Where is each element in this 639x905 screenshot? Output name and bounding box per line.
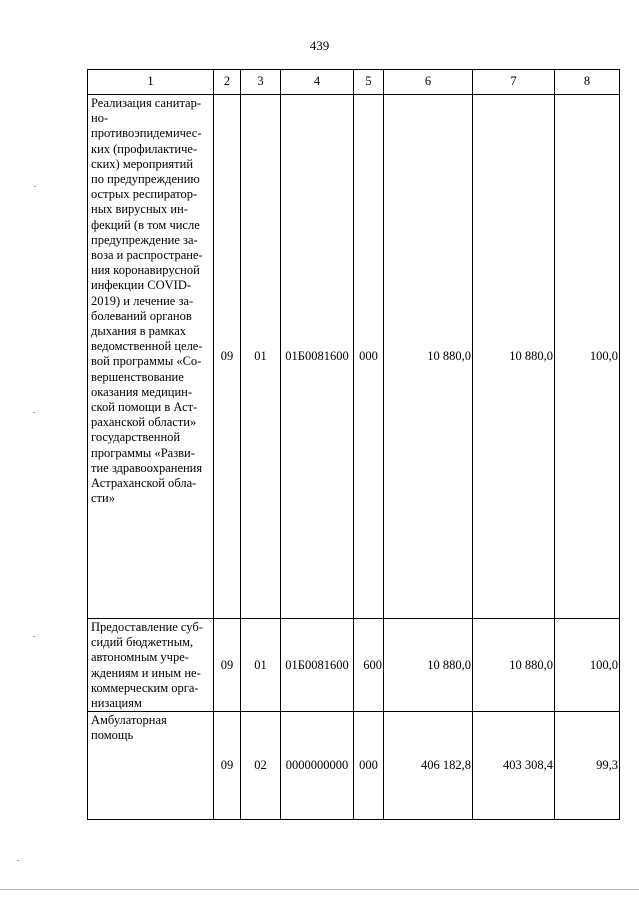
name-line: ждениям и иным не- <box>91 665 201 680</box>
name-line: ских) мероприятий <box>91 156 194 171</box>
amount-planned: 406 182,8 <box>384 712 473 820</box>
execution-percent: 100,0 <box>555 95 620 619</box>
target-item-code: 01Б0081600 <box>281 619 354 712</box>
name-line: помощь <box>91 728 134 743</box>
subsection-code: 02 <box>241 712 281 820</box>
expense-type-code: 000 <box>354 95 384 619</box>
table-row <box>88 619 620 712</box>
execution-percent: 100,0 <box>555 619 620 712</box>
target-item-code: 0000000000 <box>281 712 354 820</box>
name-line: коммерческим орга- <box>91 680 199 695</box>
column-header-5: 5 <box>354 70 384 95</box>
name-line: но- <box>91 111 109 126</box>
name-line: острых респиратор- <box>91 187 198 202</box>
column-header-4: 4 <box>281 70 354 95</box>
amount-planned: 10 880,0 <box>384 619 473 712</box>
expense-type-code: 000 <box>354 712 384 820</box>
execution-percent: 99,3 <box>555 712 620 820</box>
name-line: ния коронавирусной <box>91 263 200 278</box>
target-item-code: 01Б0081600 <box>281 95 354 619</box>
amount-executed: 10 880,0 <box>473 619 555 712</box>
budget-table <box>87 69 620 820</box>
table-row <box>88 712 620 820</box>
name-line: программы «Разви- <box>91 445 195 460</box>
name-line: предупреждение за- <box>91 232 198 247</box>
column-header-3: 3 <box>241 70 281 95</box>
section-code: 09 <box>214 712 241 820</box>
column-header-2: 2 <box>214 70 241 95</box>
name-line: ких (профилактиче- <box>91 141 198 156</box>
name-line: сти» <box>91 491 115 506</box>
scan-mark <box>17 860 19 861</box>
amount-planned: 10 880,0 <box>384 95 473 619</box>
name-line: ных вирусных ин- <box>91 202 188 217</box>
section-code: 09 <box>214 95 241 619</box>
name-line: сидий бюджетным, <box>91 635 194 650</box>
name-line: по предупреждению <box>91 172 200 187</box>
name-line: низациям <box>91 696 142 711</box>
name-line: раханской области» <box>91 415 197 430</box>
subsection-code: 01 <box>241 95 281 619</box>
column-header-6: 6 <box>384 70 473 95</box>
row-name-cell <box>88 619 214 712</box>
name-line: Астраханской обла- <box>91 476 197 491</box>
name-line: Предоставление суб- <box>91 620 203 634</box>
subsection-code: 01 <box>241 619 281 712</box>
name-line: Амбулаторная <box>91 713 167 728</box>
table-row <box>88 95 620 619</box>
name-line: инфекции COVID- <box>91 278 192 293</box>
header-row <box>88 70 620 95</box>
page-edge-line <box>0 889 639 890</box>
name-line: ведомственной целе- <box>91 339 203 354</box>
name-line: ской помощи в Аст- <box>91 400 198 415</box>
name-line: вой программы «Со- <box>91 354 202 369</box>
amount-executed: 10 880,0 <box>473 95 555 619</box>
name-line: оказания медицин- <box>91 384 192 399</box>
column-header-1: 1 <box>88 70 214 95</box>
name-line: противоэпидемичес- <box>91 126 202 141</box>
amount-executed: 403 308,4 <box>473 712 555 820</box>
scan-mark <box>33 636 35 637</box>
name-line: Реализация санитар- <box>91 96 202 110</box>
name-line: государственной <box>91 430 181 445</box>
scan-mark <box>33 412 35 413</box>
name-line: тие здравоохранения <box>91 460 203 475</box>
column-header-8: 8 <box>555 70 620 95</box>
row-name-cell <box>88 712 214 820</box>
name-line: 2019) и лечение за- <box>91 293 194 308</box>
name-line: болеваний органов <box>91 308 192 323</box>
scan-mark <box>34 186 36 187</box>
name-line: фекций (в том числе <box>91 217 200 232</box>
name-line: воза и распростране- <box>91 248 203 263</box>
name-line: дыхания в рамках <box>91 324 187 339</box>
column-header-7: 7 <box>473 70 555 95</box>
name-line: вершенствование <box>91 369 184 384</box>
page-number: 439 <box>309 38 330 53</box>
section-code: 09 <box>214 619 241 712</box>
name-line: автономным учре- <box>91 650 189 665</box>
row-name-cell <box>88 95 214 619</box>
expense-type-code: 600 <box>354 619 384 712</box>
